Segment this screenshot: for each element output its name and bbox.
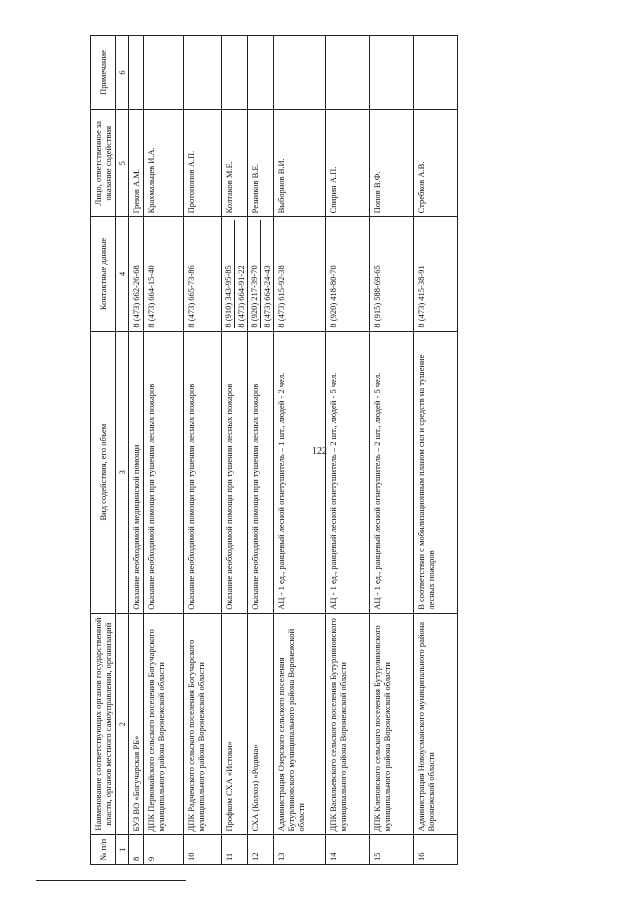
cell-contacts: 8 (910) 343-95-85 8 (473) 664-91-22 xyxy=(222,217,248,331)
cell-num: 15 xyxy=(370,835,414,865)
col-number: 5 xyxy=(116,109,129,216)
cell-person: Колтаков М.Е. xyxy=(222,109,248,216)
rotated-table-container xyxy=(90,35,640,865)
cell-contacts: 8 (473) 415-38-91 xyxy=(414,217,458,331)
cell-org: СХА (Колхоз) «Родина» xyxy=(248,613,274,835)
cell-type: Оказание необходимой медицинской помощи xyxy=(129,331,144,613)
cell-person: Попов В.Ф. xyxy=(370,109,414,216)
cell-contacts: 8 (473) 662-26-68 xyxy=(129,217,144,331)
table-body xyxy=(129,36,458,865)
table-row xyxy=(414,36,458,865)
cell-org: БУЗ ВО «Богучарская РБ» xyxy=(129,613,144,835)
cell-contacts: 8 (920) 217-39-70 8 (473) 664-24-43 xyxy=(248,217,274,331)
column-number-row xyxy=(116,36,129,865)
cell-type: Оказание необходимой помощи при тушении лесных пожаров xyxy=(222,331,248,613)
col-number: 4 xyxy=(116,217,129,331)
col-number: 3 xyxy=(116,331,129,613)
cell-num: 14 xyxy=(326,835,370,865)
cell-note xyxy=(222,36,248,110)
header-note: Примечание xyxy=(91,36,116,110)
footer-rule xyxy=(36,880,186,881)
cell-num: 11 xyxy=(222,835,248,865)
cell-note xyxy=(326,36,370,110)
cell-contacts: 8 (915) 588-69-65 xyxy=(370,217,414,331)
cell-org: Администрация Новоусманского муниципального района Воронежской области xyxy=(414,613,458,835)
table-row xyxy=(129,36,144,865)
col-number: 2 xyxy=(116,613,129,835)
cell-org: Профком СХА «Истоки» xyxy=(222,613,248,835)
cell-contacts: 8 (920) 418-80-70 xyxy=(326,217,370,331)
cell-note xyxy=(248,36,274,110)
table-row xyxy=(274,36,326,865)
table-row xyxy=(144,36,184,865)
cell-contacts: 8 (473) 664-15-40 xyxy=(144,217,184,331)
header-num: № п/п xyxy=(91,835,116,865)
cell-num: 16 xyxy=(414,835,458,865)
cell-person: Стребков А.В. xyxy=(414,109,458,216)
header-org: Наименование соответствующих органов государственной власти, органов местного самоуправления, организаций xyxy=(91,613,116,835)
cell-person: Протопопов А.П. xyxy=(184,109,222,216)
table-row xyxy=(222,36,248,865)
cell-org: Администрация Озерского сельского поселения Бутурлиновского муниципального района Воронежской области xyxy=(274,613,326,835)
cell-num: 12 xyxy=(248,835,274,865)
cell-type: Оказание необходимой помощи при тушении лесных пожаров xyxy=(184,331,222,613)
cell-num: 13 xyxy=(274,835,326,865)
cell-person: Резников В.Е. xyxy=(248,109,274,216)
cell-person: Крахмальцев И.А. xyxy=(144,109,184,216)
cell-num: 8 xyxy=(129,835,144,865)
cell-type: В соответствии с мобилизационным планом сил и средств на тушение лесных пожаров xyxy=(414,331,458,613)
cell-org: ДПК Радченского сельского поселения Богучарского муниципального района Воронежской области xyxy=(184,613,222,835)
table-row xyxy=(248,36,274,865)
cell-contacts: 8 (473) 615-92-38 xyxy=(274,217,326,331)
cell-type: Оказание необходимой помощи при тушении лесных пожаров xyxy=(144,331,184,613)
cell-type: АЦ - 1 ед., ранцевый лесной огнетушитель – 1 шт., людей - 2 чел. xyxy=(274,331,326,613)
table-row xyxy=(184,36,222,865)
col-number: 6 xyxy=(116,36,129,110)
cell-type: АЦ - 1 ед., ранцевый лесной огнетушитель – 2 шт., людей - 5 чел. xyxy=(326,331,370,613)
assistance-table xyxy=(90,35,458,865)
col-number: 1 xyxy=(116,835,129,865)
cell-note xyxy=(414,36,458,110)
cell-note xyxy=(144,36,184,110)
cell-org: ДПК Первомайского сельского поселения Богучарского муниципального района Воронежской области xyxy=(144,613,184,835)
header-contacts: Контактные данные xyxy=(91,217,116,331)
cell-person: Выборнов В.И. xyxy=(274,109,326,216)
cell-note xyxy=(184,36,222,110)
cell-person: Греков А.М. xyxy=(129,109,144,216)
cell-person: Спирин А.П. xyxy=(326,109,370,216)
cell-note xyxy=(274,36,326,110)
cell-type: АЦ - 1 ед., ранцевый лесной огнетушитель – 2 шт., людей - 5 чел. xyxy=(370,331,414,613)
cell-note xyxy=(129,36,144,110)
table-row xyxy=(326,36,370,865)
header-person: Лицо, ответственное за оказание содействия xyxy=(91,109,116,216)
cell-num: 10 xyxy=(184,835,222,865)
cell-contacts: 8 (473) 665-73-86 xyxy=(184,217,222,331)
cell-note xyxy=(370,36,414,110)
header-row xyxy=(91,36,116,865)
cell-org: ДПК Васильевского сельского поселения Бутурлиновского муниципального района Воронежской области xyxy=(326,613,370,835)
cell-type: Оказание необходимой помощи при тушении лесных пожаров xyxy=(248,331,274,613)
cell-num: 9 xyxy=(144,835,184,865)
page-number: 122 xyxy=(312,446,327,457)
cell-org: ДПК Клеповского сельского поселения Бутурлиновского муниципального района Воронежской области xyxy=(370,613,414,835)
table-row xyxy=(370,36,414,865)
header-type: Вид содействия, его объем xyxy=(91,331,116,613)
